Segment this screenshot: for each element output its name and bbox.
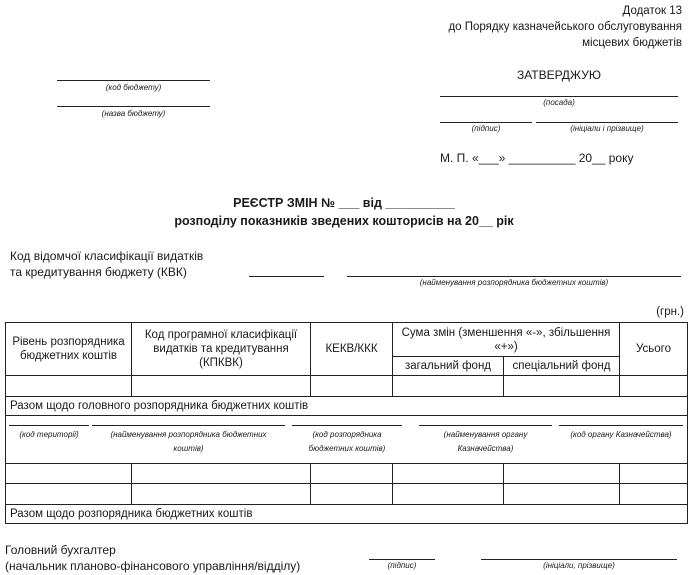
kvk-code-line — [249, 276, 324, 277]
budget-name-line — [57, 106, 210, 107]
manager-code-line — [292, 425, 402, 426]
table-cell — [504, 464, 620, 484]
kvk-name-line — [347, 276, 681, 277]
changes-table — [5, 322, 688, 524]
treasury-code-line — [559, 425, 683, 426]
header-kpkvk: Код програмної класифікації видатків та кредитування (КПКВК) — [132, 323, 311, 376]
table-cell — [620, 376, 688, 397]
stamp-date-line: М. П. «___» __________ 20__ року — [440, 151, 634, 165]
territory-code-line — [9, 425, 89, 426]
appendix-number: Додаток 13 — [622, 5, 682, 17]
table-cell — [6, 464, 132, 484]
treasury-code-caption: (код органу Казначейства) — [570, 430, 672, 439]
header-total: Усього — [620, 323, 688, 376]
initials-line — [536, 122, 678, 123]
header-manager-level: Рівень розпорядника бюджетних коштів — [6, 323, 132, 376]
table-cell — [132, 484, 311, 505]
manager-name-caption: (найменування розпорядника бюджетних коштів) — [110, 430, 267, 453]
treasury-name-line — [419, 425, 552, 426]
table-cell — [6, 484, 132, 505]
header-general-fund: загальний фонд — [393, 357, 504, 376]
header-sum-changes: Сума змін (зменшення «-», збільшення «+») — [393, 323, 620, 357]
chief-accountant-line2: (начальник планово-фінансового управління/відділу) — [5, 559, 301, 573]
manager-details-row — [6, 416, 688, 464]
kvk-label — [10, 248, 203, 280]
document-title-line1: РЕЄСТР ЗМІН № ___ від __________ — [233, 196, 455, 210]
kvk-name-caption: (найменування розпорядника бюджетних коштів) — [419, 278, 609, 287]
initials-caption: (ініціали і прізвище) — [570, 124, 644, 133]
table-cell — [504, 376, 620, 397]
appendix-budgets: місцевих бюджетів — [582, 37, 682, 49]
table-row — [6, 484, 688, 505]
treasury-name-caption: (найменування органу Казначейства) — [443, 430, 528, 453]
appendix-note — [448, 3, 682, 51]
table-cell — [504, 484, 620, 505]
table-cell — [6, 376, 132, 397]
currency-label: (грн.) — [656, 306, 684, 318]
total-main-manager: Разом щодо головного розпорядника бюджетних коштів — [6, 397, 688, 416]
chief-accountant-label — [5, 542, 300, 574]
total-manager: Разом щодо розпорядника бюджетних коштів — [6, 505, 688, 524]
budget-name-caption: (назва бюджету) — [101, 109, 166, 118]
table-cell — [311, 464, 393, 484]
table-cell — [393, 484, 504, 505]
manager-details — [6, 416, 687, 463]
budget-code-caption: (код бюджету) — [105, 83, 162, 92]
header-kekv: КЕКВ/ККК — [311, 323, 393, 376]
footer-signature-caption: (підпис) — [387, 561, 417, 570]
document-title — [0, 194, 688, 230]
signature-caption: (підпис) — [471, 124, 501, 133]
table-cell — [311, 376, 393, 397]
table-row — [6, 464, 688, 484]
table-cell — [393, 464, 504, 484]
document-title-line2: розподілу показників зведених кошторисів на 20__ рік — [174, 214, 514, 228]
approval-title: ЗАТВЕРДЖУЮ — [516, 68, 602, 82]
kvk-label-line1: Код відомчої класифікації видатків — [10, 249, 204, 263]
position-caption: (посада) — [543, 98, 575, 107]
kvk-label-line2: та кредитування бюджету (КВК) — [10, 265, 187, 279]
header-special-fund: спеціальний фонд — [504, 357, 620, 376]
chief-accountant-line1: Головний бухгалтер — [5, 543, 116, 557]
manager-name-line — [92, 425, 285, 426]
footer-initials-caption: (ініціали, прізвище) — [543, 561, 615, 570]
table-cell — [393, 376, 504, 397]
table-row — [6, 376, 688, 397]
territory-code-caption: (код території) — [19, 430, 79, 439]
budget-code-line — [57, 80, 210, 81]
manager-code-caption: (код розпорядника бюджетних коштів) — [308, 430, 386, 453]
footer-signature-line — [369, 559, 435, 560]
table-cell — [311, 484, 393, 505]
table-cell — [620, 484, 688, 505]
appendix-order: до Порядку казначейського обслуговування — [448, 21, 682, 33]
signature-line — [440, 122, 532, 123]
position-line — [440, 96, 678, 97]
table-cell — [620, 464, 688, 484]
footer-initials-line — [481, 559, 677, 560]
table-cell — [132, 376, 311, 397]
table-cell — [132, 464, 311, 484]
